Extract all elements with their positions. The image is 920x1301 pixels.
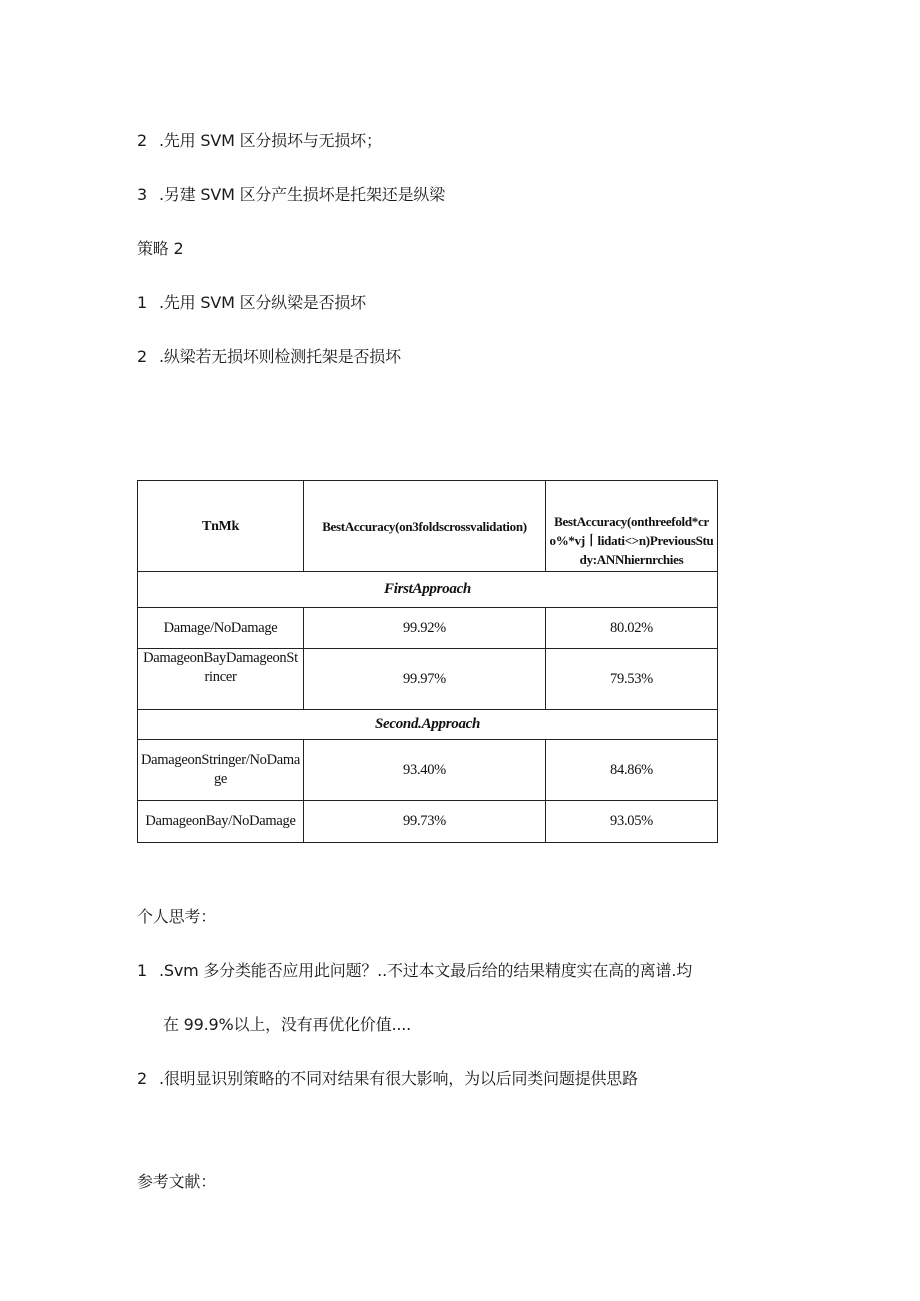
item-text: .Svm 多分类能否应用此问题？..不过本文最后给的结果精度实在高的离谱.均 <box>159 961 693 980</box>
header-accuracy: BestAccuracy(on3foldscrossvalidation) <box>304 481 546 572</box>
section-title: Second.Approach <box>138 710 718 740</box>
strategy1-item <box>137 185 445 205</box>
cell-previous: 93.05% <box>546 801 718 843</box>
cell-accuracy: 99.92% <box>304 608 546 649</box>
item-number: 2 <box>137 347 147 366</box>
item-number: 1 <box>137 961 147 980</box>
table-row <box>138 608 718 649</box>
header-task: TnMk <box>138 481 304 572</box>
cell-previous: 84.86% <box>546 740 718 801</box>
thought-item <box>137 961 692 981</box>
cell-previous: 80.02% <box>546 608 718 649</box>
thought-item <box>137 1069 638 1089</box>
cell-accuracy: 99.73% <box>304 801 546 843</box>
strategy2-item <box>137 347 401 367</box>
item-text: .先用 SVM 区分损坏与无损坏； <box>159 131 382 150</box>
item-number: 1 <box>137 293 147 312</box>
cell-task: DamageonStringer/NoDamage <box>138 740 304 801</box>
cell-task: DamageonBay/NoDamage <box>138 801 304 843</box>
item-text: .很明显识别策略的不同对结果有很大影响，为以后同类问题提供思路 <box>159 1069 638 1088</box>
cell-accuracy: 93.40% <box>304 740 546 801</box>
header-previous-study: BestAccuracy(onthreefold*cro%*vj丨lidati<>n)PreviousStudy:ANNhiernrchies <box>546 481 718 572</box>
section-title: FirstApproach <box>138 572 718 608</box>
strategy2-item <box>137 293 366 313</box>
table-row <box>138 740 718 801</box>
cell-previous: 79.53% <box>546 649 718 710</box>
cell-task: Damage/NoDamage <box>138 608 304 649</box>
strategy1-item <box>137 131 382 151</box>
table-row <box>138 649 718 710</box>
item-number: 3 <box>137 185 147 204</box>
table-header-row <box>138 481 718 572</box>
thoughts-heading: 个人思考： <box>137 907 217 926</box>
thought-item-continuation: 在 99.9%以上，没有再优化价值.... <box>163 1015 412 1034</box>
item-number: 2 <box>137 131 147 150</box>
references-heading: 参考文献： <box>137 1172 217 1191</box>
table-row <box>138 801 718 843</box>
item-number: 2 <box>137 1069 147 1088</box>
strategy2-heading: 策略 2 <box>137 239 184 258</box>
results-table <box>137 480 718 843</box>
item-text: .先用 SVM 区分纵梁是否损坏 <box>159 293 366 312</box>
section-row <box>138 572 718 608</box>
section-row <box>138 710 718 740</box>
item-text: .纵梁若无损坏则检测托架是否损坏 <box>159 347 401 366</box>
cell-accuracy: 99.97% <box>304 649 546 710</box>
item-text: .另建 SVM 区分产生损坏是托架还是纵梁 <box>159 185 445 204</box>
cell-task: DamageonBayDamageonStrincer <box>138 649 304 710</box>
